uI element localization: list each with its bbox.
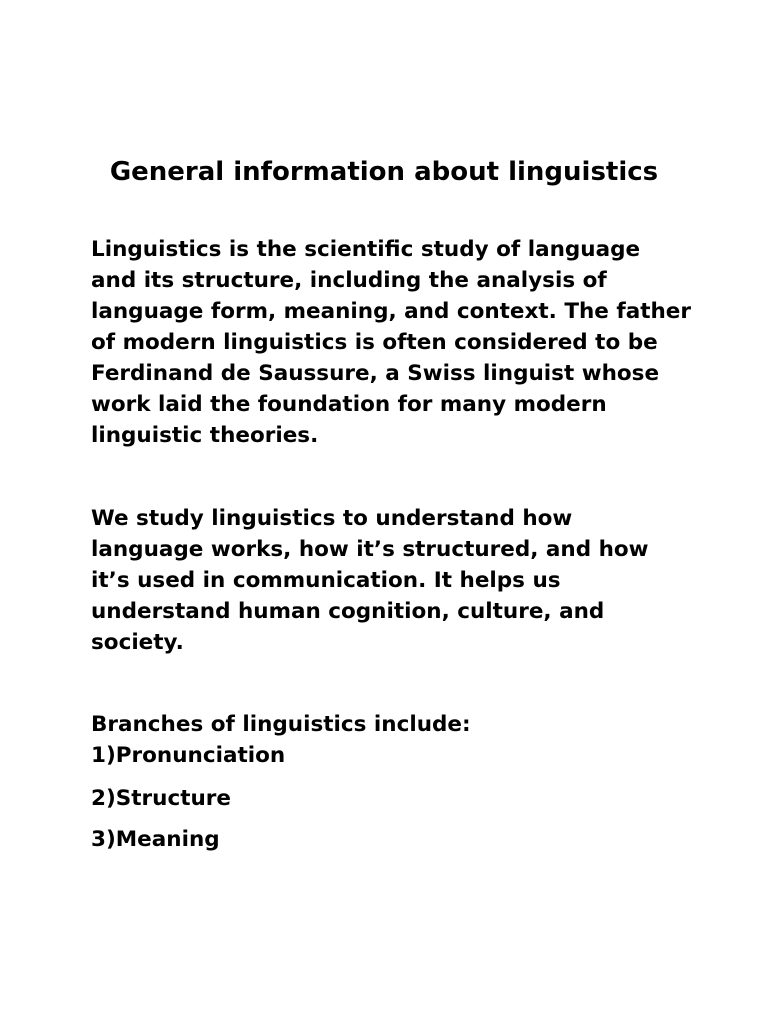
paragraph-definition: Linguistics is the scientific study of language and its structure, including the analysis of language form, meaning, and context. The father of modern linguistics is often considered to be Ferdinand de Saussure, a Swiss linguist whose work laid the foundation for many modern linguistic theories.	[91, 237, 691, 448]
list-item: 3)Meaning	[91, 827, 220, 852]
paragraph-purpose: We study linguistics to understand how language works, how it’s structured, and how it’s used in communication. It helps us understand human cognition, culture, and society.	[91, 506, 649, 655]
page-title: General information about linguistics	[109, 157, 659, 187]
list-item: 1)Pronunciation	[91, 743, 286, 768]
list-item: 2)Structure	[91, 786, 231, 811]
branches-heading: Branches of linguistics include:	[91, 712, 471, 737]
